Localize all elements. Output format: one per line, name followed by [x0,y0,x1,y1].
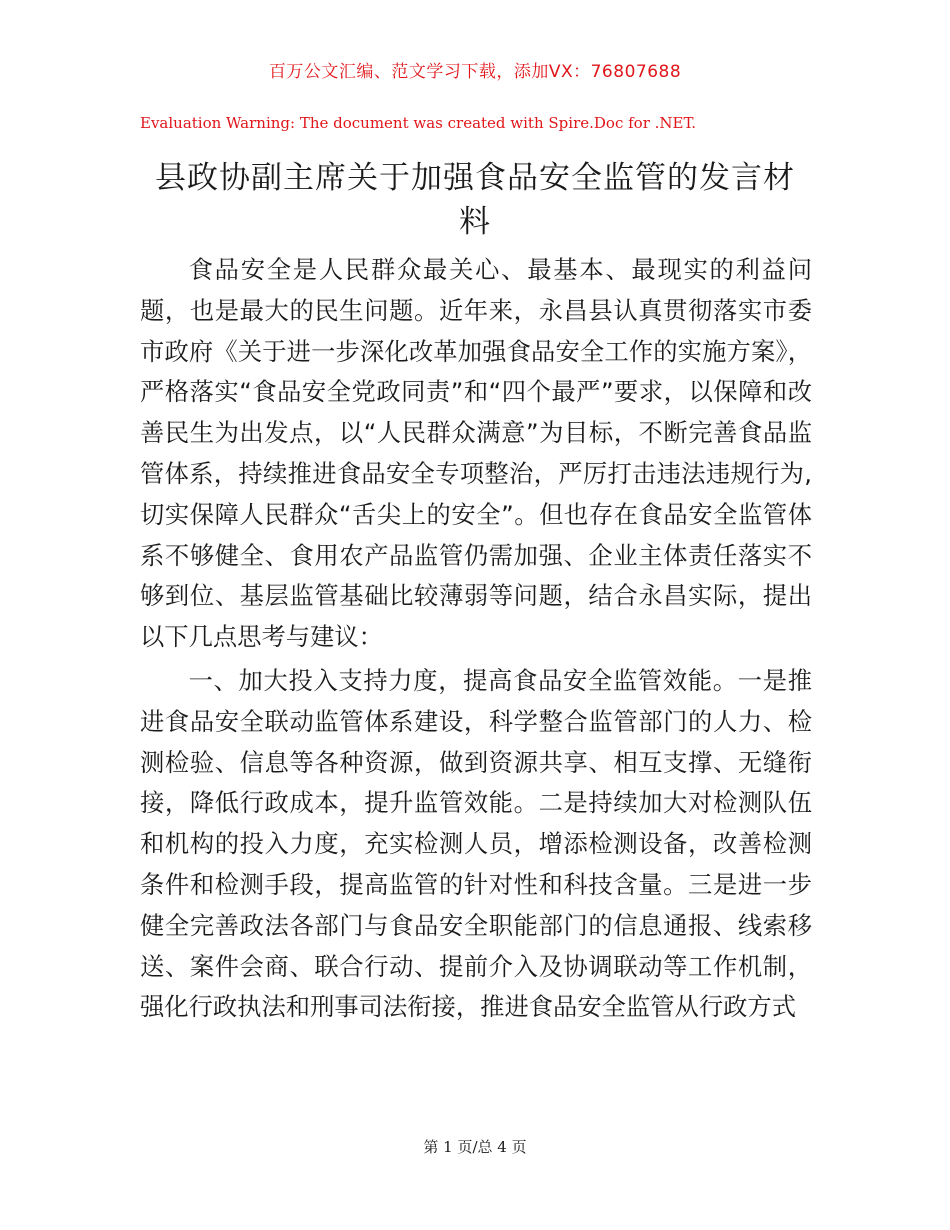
evaluation-warning: Evaluation Warning: The document was created with Spire.Doc for .NET. [140,114,697,132]
document-body [140,250,812,1100]
document-title: 县政协副主席关于加强食品安全监管的发言材料 [155,160,795,240]
paragraph-section-one: 一、加大投入支持力度，提高食品安全监管效能。一是推进食品安全联动监管体系建设，科学整合监管部门的人力、检测检验、信息等各种资源，做到资源共享、相互支撑、无缝衔接，降低行政成本，提升监管效能。二是持续加大对检测队伍和机构的投入力度，充实检测人员，增添检测设备，改善检测条件和检测手段，提高监管的针对性和科技含量。三是进一步健全完善政法各部门与食品安全职能部门的信息通报、线索移送、案件会商、联合行动、提前介入及协调联动等工作机制，强化行政执法和刑事司法衔接，推进食品安全监管从行政方式 [140,665,812,1022]
page-footer: 第 1 页/总 4 页 [423,1138,527,1156]
paragraph-intro: 食品安全是人民群众最关心、最基本、最现实的利益问题，也是最大的民生问题。近年来，永昌县认真贯彻落实市委市政府《关于进一步深化改革加强食品安全工作的实施方案》，严格落实“食品安全党政同责”和“四个最严”要求，以保障和改善民生为出发点，以“人民群众满意”为目标，不断完善食品监管体系，持续推进食品安全专项整治，严厉打击违法违规行为,切实保障人民群众“舌尖上的安全”。但也存在食品安全监管体系不够健全、食用农产品监管仍需加强、企业主体责任落实不够到位、基层监管基础比较薄弱等问题，结合永昌实际，提出以下几点思考与建议： [140,255,812,652]
header-banner: 百万公文汇编、范文学习下载，添加VX：76807688 [268,62,682,82]
